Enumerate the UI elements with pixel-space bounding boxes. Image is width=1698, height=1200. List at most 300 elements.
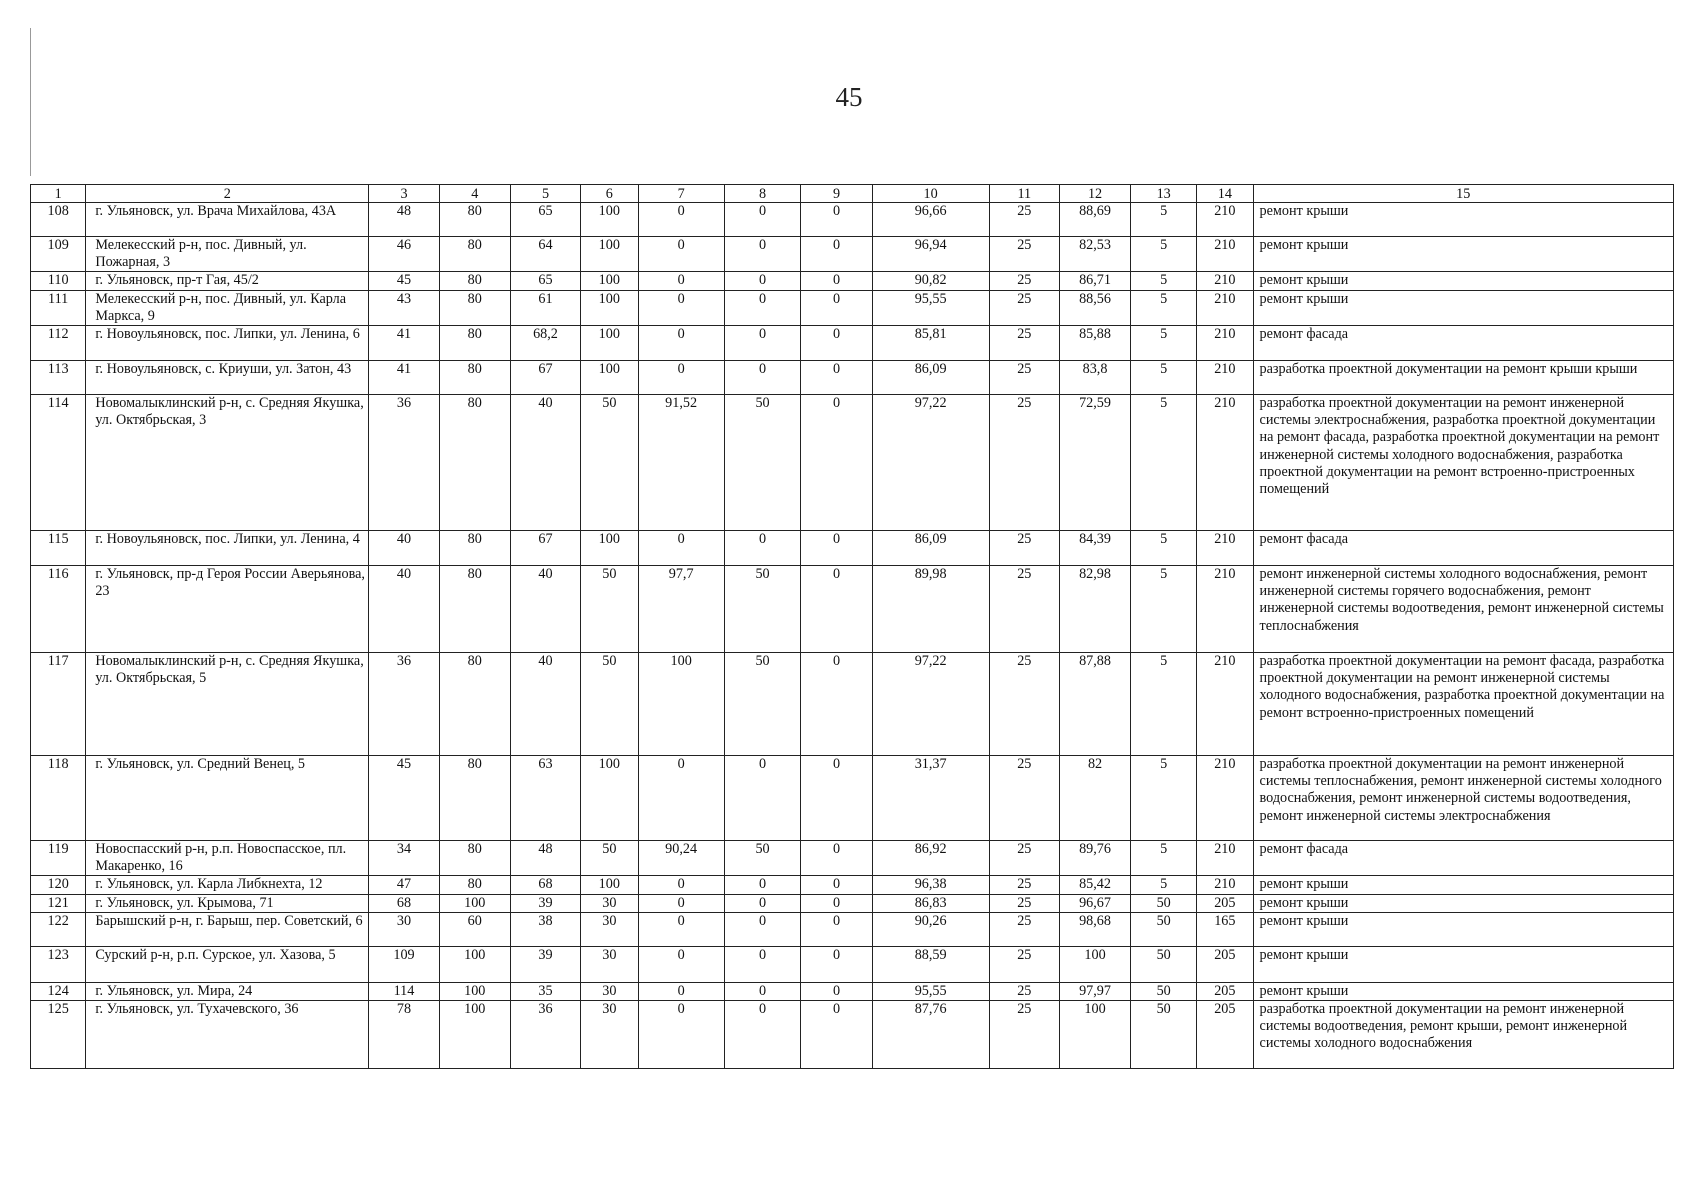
value-cell-12: 87,88 bbox=[1059, 653, 1130, 756]
value-cell-14: 210 bbox=[1197, 531, 1253, 566]
value-cell-3: 114 bbox=[369, 982, 439, 1000]
work-type-cell: разработка проектной документации на ремонт инженерной системы теплоснабжения, ремонт инженерной системы холодного водоснабжения, ремонт инженерной системы водоотведения, ремонт инженерной системы электроснабжения bbox=[1253, 756, 1673, 841]
value-cell-4: 80 bbox=[439, 531, 510, 566]
column-header: 9 bbox=[801, 185, 872, 203]
value-cell-12: 89,76 bbox=[1059, 841, 1130, 876]
value-cell-9: 0 bbox=[801, 912, 872, 946]
value-cell-11: 25 bbox=[989, 946, 1059, 982]
header-row bbox=[31, 185, 1674, 203]
value-cell-5: 40 bbox=[510, 566, 580, 653]
value-cell-5: 67 bbox=[510, 531, 580, 566]
table-row bbox=[31, 290, 1674, 325]
value-cell-4: 100 bbox=[439, 982, 510, 1000]
value-cell-12: 88,69 bbox=[1059, 203, 1130, 237]
value-cell-14: 210 bbox=[1197, 566, 1253, 653]
value-cell-5: 68,2 bbox=[510, 326, 580, 361]
table-row bbox=[31, 982, 1674, 1000]
value-cell-14: 205 bbox=[1197, 946, 1253, 982]
value-cell-10: 95,55 bbox=[872, 290, 989, 325]
value-cell-6: 50 bbox=[581, 566, 638, 653]
value-cell-10: 87,76 bbox=[872, 1001, 989, 1069]
value-cell-5: 65 bbox=[510, 272, 580, 290]
value-cell-6: 50 bbox=[581, 841, 638, 876]
value-cell-3: 34 bbox=[369, 841, 439, 876]
value-cell-3: 109 bbox=[369, 946, 439, 982]
value-cell-13: 5 bbox=[1131, 272, 1197, 290]
value-cell-4: 80 bbox=[439, 237, 510, 272]
value-cell-4: 80 bbox=[439, 653, 510, 756]
address-cell: Новомалыклинский р-н, с. Средняя Якушка, ул. Октябрьская, 3 bbox=[86, 395, 369, 531]
row-number-cell: 123 bbox=[31, 946, 86, 982]
value-cell-6: 30 bbox=[581, 894, 638, 912]
value-cell-3: 36 bbox=[369, 653, 439, 756]
value-cell-6: 100 bbox=[581, 756, 638, 841]
address-cell: г. Ульяновск, ул. Карла Либкнехта, 12 bbox=[86, 876, 369, 894]
value-cell-13: 50 bbox=[1131, 912, 1197, 946]
work-type-cell: ремонт крыши bbox=[1253, 203, 1673, 237]
value-cell-10: 86,09 bbox=[872, 361, 989, 395]
value-cell-12: 88,56 bbox=[1059, 290, 1130, 325]
value-cell-8: 0 bbox=[724, 203, 801, 237]
table-row bbox=[31, 841, 1674, 876]
table-row bbox=[31, 912, 1674, 946]
value-cell-14: 210 bbox=[1197, 272, 1253, 290]
value-cell-9: 0 bbox=[801, 361, 872, 395]
value-cell-3: 41 bbox=[369, 361, 439, 395]
table-row bbox=[31, 756, 1674, 841]
value-cell-8: 50 bbox=[724, 841, 801, 876]
table-row bbox=[31, 876, 1674, 894]
value-cell-13: 50 bbox=[1131, 1001, 1197, 1069]
address-cell: г. Ульяновск, ул. Средний Венец, 5 bbox=[86, 756, 369, 841]
table-body bbox=[31, 203, 1674, 1069]
value-cell-7: 0 bbox=[638, 946, 724, 982]
value-cell-13: 5 bbox=[1131, 566, 1197, 653]
value-cell-13: 5 bbox=[1131, 841, 1197, 876]
column-header: 6 bbox=[581, 185, 638, 203]
value-cell-5: 48 bbox=[510, 841, 580, 876]
column-header: 8 bbox=[724, 185, 801, 203]
value-cell-12: 83,8 bbox=[1059, 361, 1130, 395]
value-cell-9: 0 bbox=[801, 395, 872, 531]
value-cell-5: 39 bbox=[510, 946, 580, 982]
value-cell-6: 100 bbox=[581, 203, 638, 237]
value-cell-11: 25 bbox=[989, 531, 1059, 566]
value-cell-10: 85,81 bbox=[872, 326, 989, 361]
value-cell-5: 38 bbox=[510, 912, 580, 946]
value-cell-7: 91,52 bbox=[638, 395, 724, 531]
value-cell-4: 100 bbox=[439, 894, 510, 912]
column-header: 7 bbox=[638, 185, 724, 203]
value-cell-13: 5 bbox=[1131, 531, 1197, 566]
work-type-cell: ремонт фасада bbox=[1253, 841, 1673, 876]
work-type-cell: ремонт крыши bbox=[1253, 946, 1673, 982]
value-cell-11: 25 bbox=[989, 203, 1059, 237]
address-cell: г. Новоульяновск, пос. Липки, ул. Ленина, 6 bbox=[86, 326, 369, 361]
value-cell-8: 50 bbox=[724, 653, 801, 756]
value-cell-5: 61 bbox=[510, 290, 580, 325]
work-type-cell: ремонт крыши bbox=[1253, 912, 1673, 946]
value-cell-7: 90,24 bbox=[638, 841, 724, 876]
value-cell-11: 25 bbox=[989, 566, 1059, 653]
row-number-cell: 115 bbox=[31, 531, 86, 566]
value-cell-13: 5 bbox=[1131, 237, 1197, 272]
table-row bbox=[31, 237, 1674, 272]
value-cell-4: 80 bbox=[439, 756, 510, 841]
value-cell-14: 205 bbox=[1197, 982, 1253, 1000]
page-number: 45 bbox=[835, 82, 863, 112]
value-cell-13: 5 bbox=[1131, 326, 1197, 361]
work-type-cell: ремонт крыши bbox=[1253, 982, 1673, 1000]
value-cell-3: 68 bbox=[369, 894, 439, 912]
value-cell-3: 47 bbox=[369, 876, 439, 894]
value-cell-12: 100 bbox=[1059, 946, 1130, 982]
value-cell-9: 0 bbox=[801, 290, 872, 325]
work-type-cell: ремонт крыши bbox=[1253, 290, 1673, 325]
row-number-cell: 118 bbox=[31, 756, 86, 841]
table-row bbox=[31, 946, 1674, 982]
row-number-cell: 117 bbox=[31, 653, 86, 756]
value-cell-10: 97,22 bbox=[872, 653, 989, 756]
value-cell-12: 86,71 bbox=[1059, 272, 1130, 290]
value-cell-6: 30 bbox=[581, 982, 638, 1000]
value-cell-9: 0 bbox=[801, 326, 872, 361]
value-cell-8: 0 bbox=[724, 912, 801, 946]
value-cell-6: 100 bbox=[581, 272, 638, 290]
value-cell-6: 30 bbox=[581, 912, 638, 946]
value-cell-13: 5 bbox=[1131, 203, 1197, 237]
value-cell-4: 80 bbox=[439, 203, 510, 237]
value-cell-10: 88,59 bbox=[872, 946, 989, 982]
value-cell-10: 95,55 bbox=[872, 982, 989, 1000]
value-cell-7: 0 bbox=[638, 361, 724, 395]
value-cell-8: 0 bbox=[724, 531, 801, 566]
address-cell: Новоспасский р-н, р.п. Новоспасское, пл. Макаренко, 16 bbox=[86, 841, 369, 876]
value-cell-3: 48 bbox=[369, 203, 439, 237]
value-cell-5: 35 bbox=[510, 982, 580, 1000]
value-cell-10: 90,26 bbox=[872, 912, 989, 946]
value-cell-6: 100 bbox=[581, 237, 638, 272]
row-number-cell: 121 bbox=[31, 894, 86, 912]
value-cell-5: 63 bbox=[510, 756, 580, 841]
column-header: 14 bbox=[1197, 185, 1253, 203]
value-cell-12: 98,68 bbox=[1059, 912, 1130, 946]
address-cell: Барышский р-н, г. Барыш, пер. Советский, 6 bbox=[86, 912, 369, 946]
address-cell: г. Ульяновск, ул. Тухачевского, 36 bbox=[86, 1001, 369, 1069]
value-cell-13: 5 bbox=[1131, 876, 1197, 894]
value-cell-6: 100 bbox=[581, 361, 638, 395]
value-cell-9: 0 bbox=[801, 1001, 872, 1069]
column-header: 4 bbox=[439, 185, 510, 203]
value-cell-12: 72,59 bbox=[1059, 395, 1130, 531]
value-cell-12: 82,53 bbox=[1059, 237, 1130, 272]
data-table bbox=[30, 184, 1674, 1069]
value-cell-8: 0 bbox=[724, 237, 801, 272]
address-cell: г. Ульяновск, ул. Мира, 24 bbox=[86, 982, 369, 1000]
value-cell-6: 100 bbox=[581, 876, 638, 894]
value-cell-11: 25 bbox=[989, 395, 1059, 531]
value-cell-3: 45 bbox=[369, 756, 439, 841]
value-cell-7: 0 bbox=[638, 203, 724, 237]
value-cell-4: 80 bbox=[439, 326, 510, 361]
value-cell-7: 0 bbox=[638, 237, 724, 272]
value-cell-14: 205 bbox=[1197, 1001, 1253, 1069]
row-number-cell: 116 bbox=[31, 566, 86, 653]
value-cell-5: 40 bbox=[510, 653, 580, 756]
value-cell-11: 25 bbox=[989, 272, 1059, 290]
value-cell-5: 68 bbox=[510, 876, 580, 894]
value-cell-4: 80 bbox=[439, 841, 510, 876]
value-cell-7: 0 bbox=[638, 272, 724, 290]
row-number-cell: 111 bbox=[31, 290, 86, 325]
value-cell-6: 30 bbox=[581, 1001, 638, 1069]
value-cell-3: 30 bbox=[369, 912, 439, 946]
value-cell-9: 0 bbox=[801, 566, 872, 653]
value-cell-11: 25 bbox=[989, 653, 1059, 756]
address-cell: г. Новоульяновск, пос. Липки, ул. Ленина, 4 bbox=[86, 531, 369, 566]
value-cell-3: 41 bbox=[369, 326, 439, 361]
row-number-cell: 109 bbox=[31, 237, 86, 272]
value-cell-11: 25 bbox=[989, 361, 1059, 395]
work-type-cell: ремонт крыши bbox=[1253, 894, 1673, 912]
value-cell-12: 85,42 bbox=[1059, 876, 1130, 894]
value-cell-8: 0 bbox=[724, 326, 801, 361]
row-number-cell: 114 bbox=[31, 395, 86, 531]
value-cell-8: 0 bbox=[724, 290, 801, 325]
value-cell-11: 25 bbox=[989, 876, 1059, 894]
value-cell-3: 36 bbox=[369, 395, 439, 531]
value-cell-5: 65 bbox=[510, 203, 580, 237]
value-cell-5: 36 bbox=[510, 1001, 580, 1069]
value-cell-14: 205 bbox=[1197, 894, 1253, 912]
table-row bbox=[31, 326, 1674, 361]
value-cell-12: 84,39 bbox=[1059, 531, 1130, 566]
value-cell-6: 30 bbox=[581, 946, 638, 982]
value-cell-13: 5 bbox=[1131, 653, 1197, 756]
work-type-cell: разработка проектной документации на ремонт крыши крыши bbox=[1253, 361, 1673, 395]
value-cell-14: 210 bbox=[1197, 361, 1253, 395]
value-cell-7: 0 bbox=[638, 912, 724, 946]
value-cell-11: 25 bbox=[989, 290, 1059, 325]
value-cell-3: 43 bbox=[369, 290, 439, 325]
value-cell-13: 5 bbox=[1131, 756, 1197, 841]
row-number-cell: 125 bbox=[31, 1001, 86, 1069]
value-cell-7: 97,7 bbox=[638, 566, 724, 653]
table-row bbox=[31, 653, 1674, 756]
value-cell-7: 0 bbox=[638, 290, 724, 325]
value-cell-14: 165 bbox=[1197, 912, 1253, 946]
value-cell-4: 100 bbox=[439, 1001, 510, 1069]
value-cell-9: 0 bbox=[801, 946, 872, 982]
value-cell-11: 25 bbox=[989, 756, 1059, 841]
value-cell-3: 45 bbox=[369, 272, 439, 290]
value-cell-6: 50 bbox=[581, 395, 638, 531]
value-cell-5: 64 bbox=[510, 237, 580, 272]
row-number-cell: 122 bbox=[31, 912, 86, 946]
row-number-cell: 113 bbox=[31, 361, 86, 395]
table-row bbox=[31, 894, 1674, 912]
table-row bbox=[31, 1001, 1674, 1069]
value-cell-6: 100 bbox=[581, 290, 638, 325]
value-cell-8: 0 bbox=[724, 1001, 801, 1069]
value-cell-14: 210 bbox=[1197, 876, 1253, 894]
value-cell-14: 210 bbox=[1197, 326, 1253, 361]
value-cell-11: 25 bbox=[989, 237, 1059, 272]
address-cell: г. Ульяновск, пр-д Героя России Аверьянова, 23 bbox=[86, 566, 369, 653]
value-cell-10: 97,22 bbox=[872, 395, 989, 531]
value-cell-10: 96,94 bbox=[872, 237, 989, 272]
value-cell-3: 78 bbox=[369, 1001, 439, 1069]
address-cell: г. Ульяновск, ул. Крымова, 71 bbox=[86, 894, 369, 912]
address-cell: г. Ульяновск, пр-т Гая, 45/2 bbox=[86, 272, 369, 290]
value-cell-13: 50 bbox=[1131, 982, 1197, 1000]
value-cell-14: 210 bbox=[1197, 237, 1253, 272]
work-type-cell: разработка проектной документации на ремонт фасада, разработка проектной документации на ремонт инженерной системы холодного водоснабжения, разработка проектной документации на ремонт встроенно-пристроенных помещений bbox=[1253, 653, 1673, 756]
value-cell-8: 0 bbox=[724, 361, 801, 395]
value-cell-11: 25 bbox=[989, 894, 1059, 912]
row-number-cell: 119 bbox=[31, 841, 86, 876]
column-header: 3 bbox=[369, 185, 439, 203]
table-row bbox=[31, 272, 1674, 290]
column-header: 13 bbox=[1131, 185, 1197, 203]
value-cell-6: 100 bbox=[581, 326, 638, 361]
address-cell: Сурский р-н, р.п. Сурское, ул. Хазова, 5 bbox=[86, 946, 369, 982]
value-cell-14: 210 bbox=[1197, 653, 1253, 756]
value-cell-8: 0 bbox=[724, 272, 801, 290]
value-cell-5: 40 bbox=[510, 395, 580, 531]
value-cell-8: 50 bbox=[724, 395, 801, 531]
value-cell-13: 5 bbox=[1131, 395, 1197, 531]
value-cell-9: 0 bbox=[801, 531, 872, 566]
value-cell-7: 0 bbox=[638, 876, 724, 894]
table-row bbox=[31, 395, 1674, 531]
value-cell-6: 50 bbox=[581, 653, 638, 756]
column-header: 11 bbox=[989, 185, 1059, 203]
value-cell-6: 100 bbox=[581, 531, 638, 566]
row-number-cell: 110 bbox=[31, 272, 86, 290]
work-type-cell: ремонт крыши bbox=[1253, 237, 1673, 272]
work-type-cell: ремонт фасада bbox=[1253, 326, 1673, 361]
work-type-cell: разработка проектной документации на ремонт инженерной системы водоотведения, ремонт крыши, ремонт инженерной системы холодного водоснабжения bbox=[1253, 1001, 1673, 1069]
value-cell-13: 50 bbox=[1131, 946, 1197, 982]
value-cell-7: 0 bbox=[638, 756, 724, 841]
address-cell: г. Ульяновск, ул. Врача Михайлова, 43А bbox=[86, 203, 369, 237]
value-cell-5: 39 bbox=[510, 894, 580, 912]
value-cell-13: 50 bbox=[1131, 894, 1197, 912]
value-cell-10: 89,98 bbox=[872, 566, 989, 653]
value-cell-8: 50 bbox=[724, 566, 801, 653]
value-cell-8: 0 bbox=[724, 756, 801, 841]
value-cell-11: 25 bbox=[989, 982, 1059, 1000]
value-cell-9: 0 bbox=[801, 982, 872, 1000]
column-header: 1 bbox=[31, 185, 86, 203]
work-type-cell: ремонт крыши bbox=[1253, 272, 1673, 290]
value-cell-4: 80 bbox=[439, 566, 510, 653]
value-cell-12: 82,98 bbox=[1059, 566, 1130, 653]
value-cell-8: 0 bbox=[724, 982, 801, 1000]
table-row bbox=[31, 566, 1674, 653]
value-cell-4: 80 bbox=[439, 361, 510, 395]
work-type-cell: разработка проектной документации на ремонт инженерной системы электроснабжения, разработка проектной документации на ремонт фасада, разработка проектной документации на ремонт инженерной системы холодного водоснабжения, разработка проектной документации на ремонт встроенно-пристроенных помещений bbox=[1253, 395, 1673, 531]
value-cell-9: 0 bbox=[801, 876, 872, 894]
address-cell: Мелекесский р-н, пос. Дивный, ул. Карла Маркса, 9 bbox=[86, 290, 369, 325]
value-cell-13: 5 bbox=[1131, 290, 1197, 325]
address-cell: Мелекесский р-н, пос. Дивный, ул. Пожарная, 3 bbox=[86, 237, 369, 272]
value-cell-9: 0 bbox=[801, 756, 872, 841]
value-cell-9: 0 bbox=[801, 841, 872, 876]
value-cell-7: 100 bbox=[638, 653, 724, 756]
work-type-cell: ремонт инженерной системы холодного водоснабжения, ремонт инженерной системы горячего водоснабжения, ремонт инженерной системы водоотведения, ремонт инженерной системы теплоснабжения bbox=[1253, 566, 1673, 653]
column-header: 5 bbox=[510, 185, 580, 203]
value-cell-9: 0 bbox=[801, 203, 872, 237]
column-header: 12 bbox=[1059, 185, 1130, 203]
work-type-cell: ремонт фасада bbox=[1253, 531, 1673, 566]
table-row bbox=[31, 361, 1674, 395]
value-cell-11: 25 bbox=[989, 1001, 1059, 1069]
value-cell-12: 100 bbox=[1059, 1001, 1130, 1069]
value-cell-8: 0 bbox=[724, 894, 801, 912]
value-cell-4: 80 bbox=[439, 876, 510, 894]
value-cell-10: 86,09 bbox=[872, 531, 989, 566]
value-cell-10: 86,92 bbox=[872, 841, 989, 876]
value-cell-7: 0 bbox=[638, 982, 724, 1000]
value-cell-3: 40 bbox=[369, 531, 439, 566]
value-cell-12: 97,97 bbox=[1059, 982, 1130, 1000]
row-number-cell: 120 bbox=[31, 876, 86, 894]
value-cell-7: 0 bbox=[638, 1001, 724, 1069]
value-cell-14: 210 bbox=[1197, 841, 1253, 876]
value-cell-10: 31,37 bbox=[872, 756, 989, 841]
value-cell-11: 25 bbox=[989, 912, 1059, 946]
value-cell-14: 210 bbox=[1197, 290, 1253, 325]
value-cell-12: 96,67 bbox=[1059, 894, 1130, 912]
value-cell-9: 0 bbox=[801, 653, 872, 756]
value-cell-9: 0 bbox=[801, 272, 872, 290]
address-cell: г. Новоульяновск, с. Криуши, ул. Затон, 43 bbox=[86, 361, 369, 395]
value-cell-13: 5 bbox=[1131, 361, 1197, 395]
value-cell-12: 85,88 bbox=[1059, 326, 1130, 361]
value-cell-4: 100 bbox=[439, 946, 510, 982]
table-header bbox=[31, 185, 1674, 203]
value-cell-10: 86,83 bbox=[872, 894, 989, 912]
value-cell-7: 0 bbox=[638, 894, 724, 912]
table-row bbox=[31, 203, 1674, 237]
value-cell-11: 25 bbox=[989, 326, 1059, 361]
value-cell-4: 60 bbox=[439, 912, 510, 946]
value-cell-14: 210 bbox=[1197, 203, 1253, 237]
value-cell-3: 40 bbox=[369, 566, 439, 653]
value-cell-4: 80 bbox=[439, 290, 510, 325]
value-cell-10: 90,82 bbox=[872, 272, 989, 290]
value-cell-4: 80 bbox=[439, 395, 510, 531]
value-cell-9: 0 bbox=[801, 894, 872, 912]
row-number-cell: 108 bbox=[31, 203, 86, 237]
value-cell-9: 0 bbox=[801, 237, 872, 272]
value-cell-5: 67 bbox=[510, 361, 580, 395]
value-cell-8: 0 bbox=[724, 876, 801, 894]
value-cell-3: 46 bbox=[369, 237, 439, 272]
column-header: 10 bbox=[872, 185, 989, 203]
value-cell-7: 0 bbox=[638, 531, 724, 566]
value-cell-10: 96,38 bbox=[872, 876, 989, 894]
work-type-cell: ремонт крыши bbox=[1253, 876, 1673, 894]
row-number-cell: 112 bbox=[31, 326, 86, 361]
row-number-cell: 124 bbox=[31, 982, 86, 1000]
value-cell-11: 25 bbox=[989, 841, 1059, 876]
value-cell-14: 210 bbox=[1197, 756, 1253, 841]
value-cell-14: 210 bbox=[1197, 395, 1253, 531]
address-cell: Новомалыклинский р-н, с. Средняя Якушка, ул. Октябрьская, 5 bbox=[86, 653, 369, 756]
